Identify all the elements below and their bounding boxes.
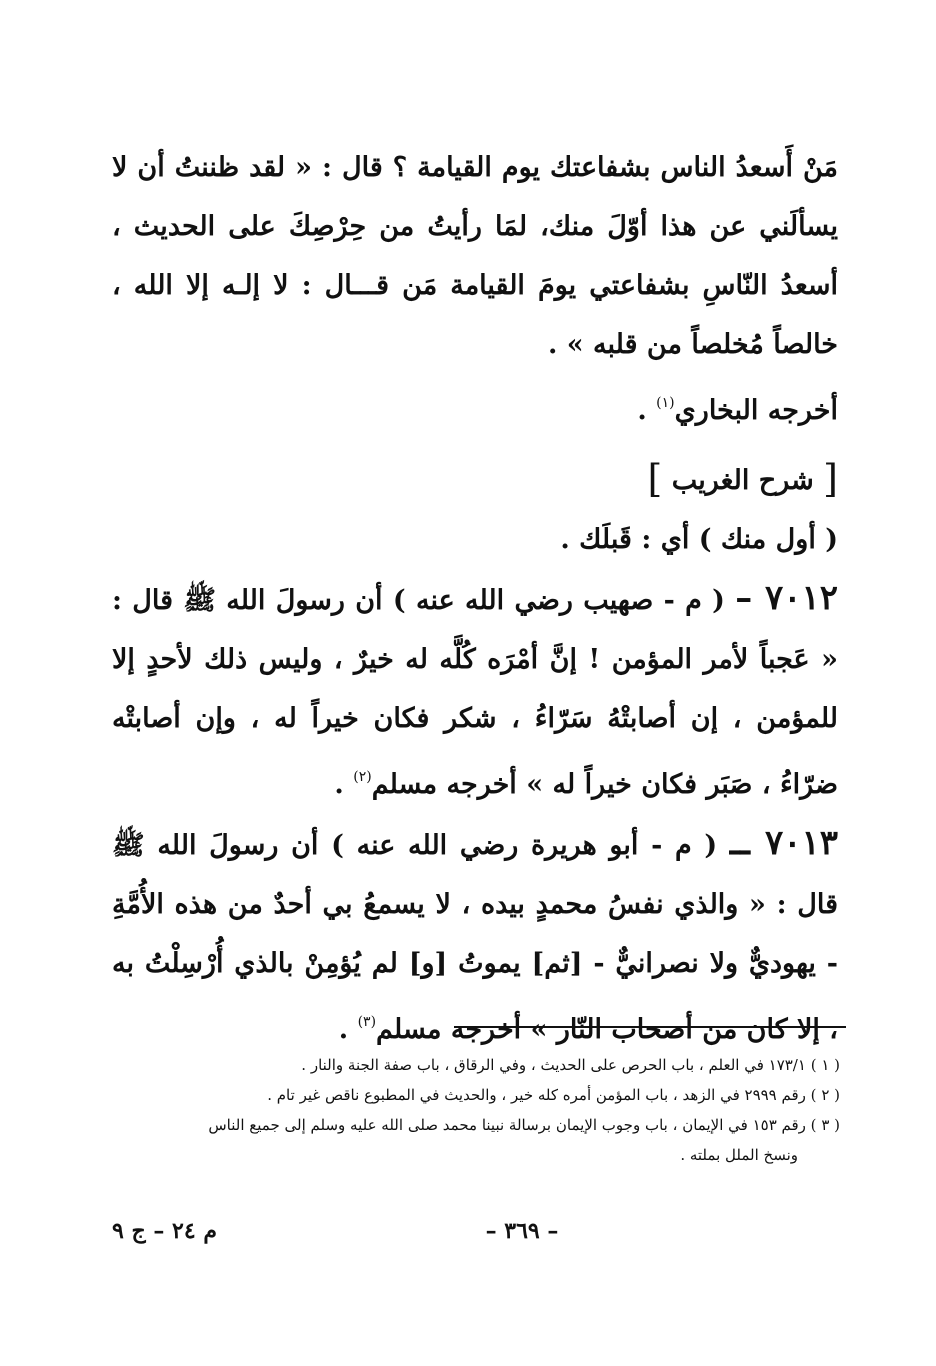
footnotes (112, 1050, 840, 1170)
source-period: . (637, 395, 647, 426)
hadith-text: مَنْ أَسعدُ الناس بشفاعتك يوم القيامة ؟ قال : « لقد ظننتُ أن لا يسألَني عن هذا أوّلَ منك، لمَا رأيتُ من حِرْصِكَ على الحديث ، أسعدُ النّاسِ بشفاعتي يومَ القيامة مَن قـــال : لا إلـه إلا الله ، خالصاً مُخلصاً من قلبه » . (112, 152, 838, 360)
footnote-ref-2: (٢) (353, 769, 372, 785)
hadith-7012 (112, 569, 838, 814)
hadith-7013 (112, 814, 838, 1059)
hadith-narrator-7012: ( م - صهيب رضي الله عنه ) (392, 585, 725, 616)
source-line (112, 374, 838, 440)
heading-bracket-close: ] (647, 457, 663, 501)
hadith-narrator-7013: ( م - أبو هريرة رضي الله عنه ) (331, 830, 718, 861)
source-text: أخرجه البخاري (674, 395, 838, 426)
hadith-intro-7012: أن رسولَ الله ﷺ قال : (112, 585, 383, 616)
gloss-text: ( أول منك ) أي : قَبلَك . (560, 524, 838, 555)
footnote-1: ( ١ ) ١٧٣/١ في العلم ، باب الحرص على الحديث ، وفي الرقاق ، باب صفة الجنة والنار . (301, 1056, 840, 1074)
footnote-2: ( ٢ ) رقم ٢٩٩٩ في الزهد ، باب المؤمن أمره كله خير ، والحديث في المطبوع ناقص غير تام . (267, 1086, 840, 1104)
footnote-ref-1: (١) (656, 395, 675, 411)
page-number: – ٣٦٩ – (485, 1218, 559, 1244)
heading-bracket-open: [ (823, 457, 838, 501)
section-heading (112, 450, 838, 510)
hadith-number-7012: ٧٠١٢ – (735, 578, 838, 618)
footnote-divider (454, 1026, 846, 1028)
footnote-3: ( ٣ ) رقم ١٥٣ في الإيمان ، باب وجوب الإيمان برسالة نبينا محمد صلى الله عليه وسلم إلى جميع الناس (208, 1116, 840, 1134)
hadith-period-7013: . (338, 1014, 349, 1045)
printer-signature: م ٢٤ – ج ٩ (112, 1218, 217, 1244)
gloss-line (112, 510, 838, 569)
footnote-ref-3: (٣) (357, 1014, 377, 1030)
main-text (112, 138, 838, 1059)
hadith-number-7013: ٧٠١٣ ــ (729, 823, 838, 863)
paragraph-hadith-end (112, 138, 838, 374)
heading-text: شرح الغريب (671, 465, 814, 496)
footnote-3-continuation: ونسخ الملل بملته . (680, 1146, 798, 1164)
hadith-intro-7013: أن رسولَ الله ﷺ قال : (112, 830, 838, 920)
hadith-period-7012: . (334, 769, 344, 800)
hadith-body-7012: « عَجباً لأمر المؤمن ! إنَّ أمْرَه كُلَّه له خيرٌ ، وليس ذلك لأحدٍ إلا للمؤمن ، إن أصابتْهُ سَرّاءُ ، شكر فكان خيراً له ، وإن أصابتْه ضرّاءُ ، صَبَر فكان خيراً له » أخرجه مسلم (112, 644, 838, 800)
hadith-body-7013: « والذي نفسُ محمدٍ بيده ، لا يسمعُ بي أحدٌ من هذه الأُمَّةِ - يهوديٌّ ولا نصرانيٌّ - [ثم] يموتُ [و] لم يُؤمِنْ بالذي أُرْسِلْتُ به ، إلا كان من أصحاب النّار » أخرجه مسلم (112, 889, 838, 1045)
